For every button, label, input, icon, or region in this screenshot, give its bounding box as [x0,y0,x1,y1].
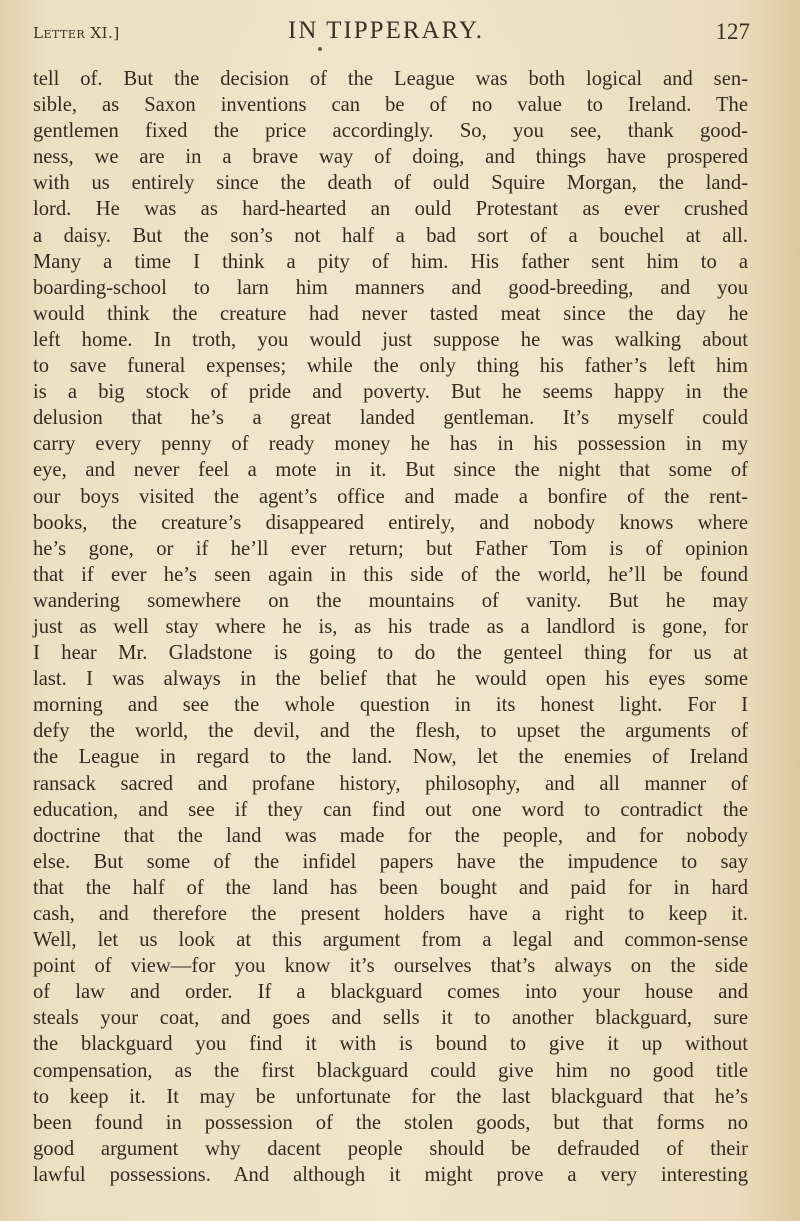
text-line: tell of. But the decision of the League was both logical and sen- [33,68,748,90]
ink-speck [318,47,322,51]
text-line: morning and see the whole question in its honest light. For I [33,694,748,717]
text-line: compensation, as the first blackguard could give him no good title [33,1059,748,1082]
text-line: been found in possession of the stolen goods, but that forms no [33,1111,748,1134]
text-line: to keep it. It may be unfortunate for the last blackguard that he’s [33,1085,748,1108]
text-line: defy the world, the devil, and the flesh, to upset the arguments of [33,720,748,743]
text-line: of law and order. If a blackguard comes into your house and [33,981,748,1004]
body-text [33,66,748,1188]
text-line: eye, and never feel a mote in it. But since the night that some of [33,459,748,482]
text-line: left home. In troth, you would just suppose he was walking about [33,328,748,351]
running-head-left: Letter XI.] [33,24,120,42]
text-line: Well, let us look at this argument from a legal and common-sense [33,929,748,952]
text-line: a daisy. But the son’s not half a bad sort of a bouchel at all. [33,224,748,247]
running-header [33,14,750,50]
page-title: IN TIPPERARY. [288,17,484,44]
text-line: that the half of the land has been bought and paid for in hard [33,876,748,899]
page-number: 127 [715,19,750,44]
text-line: is a big stock of pride and poverty. But he seems happy in the [33,381,748,404]
text-line: cash, and therefore the present holders have a right to keep it. [33,903,748,925]
text-line: last. I was always in the belief that he would open his eyes some [33,668,748,691]
text-line: steals your coat, and goes and sells it to another blackguard, sure [33,1007,748,1030]
text-line: point of view—for you know it’s ourselves that’s always on the side [33,955,748,978]
text-line: good argument why dacent people should be defrauded of their [33,1137,748,1160]
text-line: that if ever he’s seen again in this side of the world, he’ll be found [33,563,748,586]
text-line: just as well stay where he is, as his trade as a landlord is gone, for [33,615,748,638]
text-line: the blackguard you find it with is bound to give it up without [33,1033,748,1056]
text-line: lawful possessions. And although it might prove a very interesting [33,1163,748,1186]
text-line: the League in regard to the land. Now, let the enemies of Ireland [33,746,748,769]
text-line: delusion that he’s a great landed gentleman. It’s myself could [33,407,748,430]
text-line: wandering somewhere on the mountains of vanity. But he may [33,589,748,612]
text-line: with us entirely since the death of ould Squire Morgan, the land- [33,172,748,195]
text-line: carry every penny of ready money he has in his possession in my [33,433,748,456]
text-line: our boys visited the agent’s office and made a bonfire of the rent- [33,485,748,508]
text-line: to save funeral expenses; while the only thing his father’s left him [33,355,748,378]
text-line: else. But some of the infidel papers have the impudence to say [33,850,748,873]
text-line: sible, as Saxon inventions can be of no value to Ireland. The [33,94,748,117]
text-line: lord. He was as hard-hearted an ould Protestant as ever crushed [33,198,748,221]
text-line: would think the creature had never tasted meat since the day he [33,302,748,325]
text-line: gentlemen fixed the price accordingly. So, you see, thank good- [33,120,748,143]
text-line: education, and see if they can find out one word to contradict the [33,798,748,821]
text-line: books, the creature’s disappeared entirely, and nobody knows where [33,511,748,534]
text-line: he’s gone, or if he’ll ever return; but Father Tom is of opinion [33,537,748,560]
text-line: ness, we are in a brave way of doing, and things have prospered [33,146,748,169]
text-line: doctrine that the land was made for the people, and for nobody [33,824,748,847]
text-line: boarding-school to larn him manners and good-breeding, and you [33,276,748,299]
text-line: I hear Mr. Gladstone is going to do the genteel thing for us at [33,642,748,665]
text-line: ransack sacred and profane history, philosophy, and all manner of [33,772,748,795]
text-line: Many a time I think a pity of him. His father sent him to a [33,250,748,273]
